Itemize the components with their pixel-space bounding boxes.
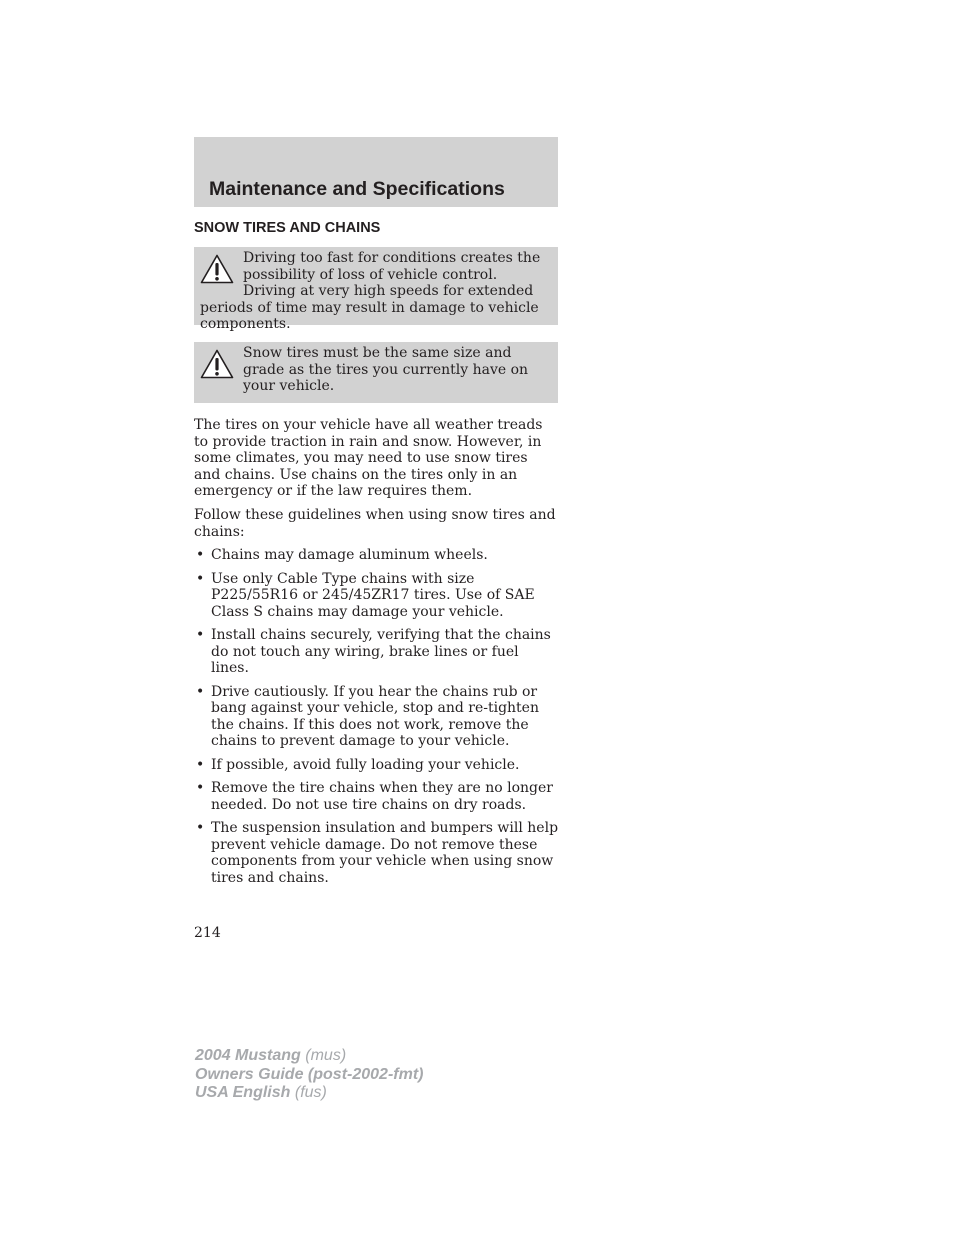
list-item-text: Use only Cable Type chains with size P225/55R16 or 245/45ZR17 tires. Use of SAE Class S chains may damage your vehicle.	[211, 570, 535, 620]
bullet-glyph: •	[196, 547, 205, 563]
bullet-glyph: •	[196, 820, 205, 836]
footer-line	[195, 1047, 423, 1066]
section-header-band	[194, 137, 558, 207]
section-heading: SNOW TIRES AND CHAINS	[194, 220, 381, 236]
list-item	[194, 757, 560, 774]
warning-text: Driving too fast for conditions creates the possibility of loss of vehicle control. Driving at very high speeds for extended periods of time may result in damage to vehicle components.	[200, 250, 541, 332]
list-item	[194, 571, 560, 621]
footer-model: 2004 Mustang	[195, 1047, 301, 1064]
list-item	[194, 547, 560, 564]
footer-language: USA English	[195, 1084, 291, 1101]
warning-text: Snow tires must be the same size and grade as the tires you currently have on your vehicle.	[243, 345, 529, 394]
footer-guide: Owners Guide (post-2002-fmt)	[195, 1065, 424, 1083]
page-title: Maintenance and Specifications	[209, 178, 505, 200]
body-paragraph: The tires on your vehicle have all weather treads to provide traction in rain and snow. However, in some climates, you may need to use snow tires and chains. Use chains on the tires only in an emergency or if the law requires them.	[194, 417, 543, 499]
list-item-text: Chains may damage aluminum wheels.	[211, 547, 488, 563]
list-item	[194, 780, 560, 813]
footer-language-code: (fus)	[294, 1084, 327, 1101]
page-number: 214	[194, 925, 221, 941]
list-item-text: Drive cautiously. If you hear the chains rub or bang against your vehicle, stop and re-tighten the chains. If this does not work, remove the chains to prevent damage to your vehicle.	[211, 683, 539, 749]
footer-line	[195, 1066, 423, 1085]
bullet-glyph: •	[196, 756, 205, 773]
warning-box	[194, 342, 558, 403]
list-item	[194, 820, 560, 886]
guidelines-list	[194, 547, 560, 893]
footer-model-code: (mus)	[305, 1047, 347, 1064]
list-item-text: Install chains securely, verifying that the chains do not touch any wiring, brake lines or fuel lines.	[211, 627, 551, 676]
warning-triangle-icon	[200, 349, 234, 379]
list-item	[194, 684, 560, 750]
list-item-text: The suspension insulation and bumpers will help prevent vehicle damage. Do not remove these components from your vehicle when using snow tires and chains.	[211, 820, 559, 886]
list-item-text: If possible, avoid fully loading your vehicle.	[211, 756, 520, 773]
bullet-glyph: •	[196, 683, 205, 700]
warning-triangle-icon	[200, 254, 234, 284]
document-footer	[195, 1047, 423, 1103]
body-paragraph: Follow these guidelines when using snow tires and chains:	[194, 507, 556, 540]
list-item-text: Remove the tire chains when they are no longer needed. Do not use tire chains on dry roads.	[211, 780, 553, 813]
list-item	[194, 627, 560, 677]
bullet-glyph: •	[196, 780, 205, 796]
bullet-glyph: •	[196, 570, 205, 587]
bullet-glyph: •	[196, 627, 205, 643]
footer-line	[195, 1084, 423, 1103]
warning-box	[194, 247, 558, 332]
